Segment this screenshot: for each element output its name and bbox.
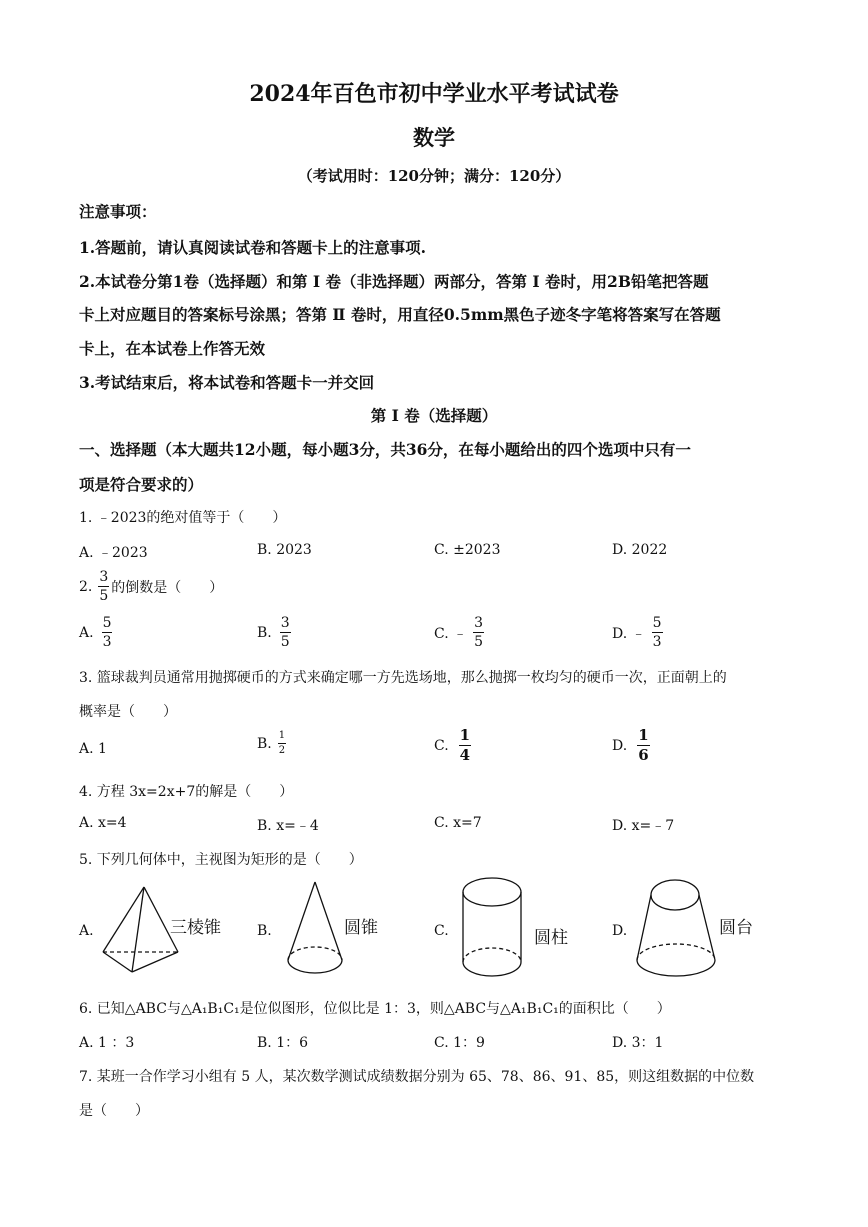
question-3-line-1: 3. 篮球裁判员通常用抛掷硬币的方式来确定哪一方先选场地，那么抛掷一枚均匀的硬币一次，正面朝上的	[79, 670, 727, 686]
question-2-fraction	[98, 570, 109, 603]
option-label: A.	[79, 624, 94, 641]
question-3-option-c	[434, 728, 473, 763]
exam-title: 2024年百色市初中学业水平考试试卷	[249, 81, 619, 107]
question-3-option-d	[612, 728, 652, 763]
question-5-option-c: C.	[434, 923, 449, 939]
notice-item-2-line-2: 卡上对应题目的答案标号涂黑；答第 Ⅱ 卷时，用直径0.5mm黑色子迹冬字笔将答案写在答题	[79, 305, 721, 324]
fraction-numerator: 5	[652, 615, 662, 631]
question-1-option-a: A. ﹣2023	[79, 545, 148, 561]
option-fraction	[473, 616, 484, 649]
fraction-denominator: 6	[638, 746, 649, 764]
option-fraction	[278, 731, 286, 756]
option-label: D.	[612, 737, 628, 754]
fraction-numerator: 3	[280, 615, 290, 631]
question-7-line-2: 是（ ）	[79, 1103, 149, 1119]
section-instruction-line-2: 项是符合要求的）	[79, 475, 204, 494]
fraction-numerator: 3	[474, 615, 484, 631]
question-1-stem: 1. ﹣2023的绝对值等于（ ）	[79, 510, 287, 526]
fraction-denominator: 4	[459, 746, 471, 764]
option-fraction	[637, 728, 649, 763]
frustum-label: 圆台	[719, 918, 753, 938]
question-5-option-a: A.	[79, 923, 94, 939]
fraction-denominator: 5	[474, 634, 484, 650]
cylinder-figure	[462, 876, 532, 986]
question-3-line-2: 概率是（ ）	[79, 704, 177, 720]
option-label: B.	[257, 735, 272, 752]
fraction-denominator: 2	[278, 745, 286, 756]
question-5-stem: 5. 下列几何体中，主视图为矩形的是（ ）	[79, 852, 363, 868]
question-4-option-c: C. x=7	[434, 815, 482, 831]
fraction-denominator: 5	[99, 588, 109, 604]
option-label: B.	[257, 624, 272, 641]
option-fraction	[459, 728, 471, 763]
question-2-number: 2.	[79, 578, 93, 595]
fraction-denominator: 3	[102, 634, 112, 650]
section-instruction-line-1: 一、选择题（本大题共12小题，每小题3分，共36分，在每小题给出的四个选项中只有一	[79, 440, 691, 459]
question-1-option-b: B. 2023	[257, 542, 312, 558]
fraction-numerator: 5	[102, 615, 112, 631]
question-1-option-d: D. 2022	[612, 542, 668, 558]
question-6-option-b: B. 1：6	[257, 1035, 309, 1051]
question-6-option-d: D. 3：1	[612, 1035, 664, 1051]
question-4-stem: 4. 方程 3x=2x+7的解是（ ）	[79, 784, 294, 800]
question-6-stem: 6. 已知△ABC与△A₁B₁C₁是位似图形，位似比是 1：3，则△ABC与△A₁B₁C₁的面积比（ ）	[79, 1001, 671, 1017]
fraction-numerator: 1	[278, 731, 286, 744]
question-2-option-c	[434, 616, 486, 649]
question-4-option-a: A. x=4	[79, 815, 127, 831]
exam-info: （考试用时：120分钟；满分：120分）	[297, 167, 571, 185]
option-fraction	[102, 616, 113, 649]
fraction-numerator: 1	[638, 726, 649, 744]
cylinder-label: 圆柱	[534, 928, 568, 948]
question-2-option-b	[257, 616, 293, 649]
subject-title: 数学	[413, 125, 455, 150]
notice-heading: 注意事项：	[79, 202, 157, 221]
question-3-option-a: A. 1	[79, 741, 107, 757]
fraction-denominator: 5	[280, 634, 290, 650]
frustum-figure	[635, 876, 725, 986]
fraction-denominator: 3	[652, 634, 662, 650]
triangular-pyramid-label: 三棱锥	[170, 918, 221, 938]
question-2-stem-text: 的倒数是（ ）	[111, 579, 224, 596]
question-2-option-a	[79, 616, 114, 649]
question-6-option-a: A. 1 ：3	[79, 1035, 135, 1051]
option-label: C. ﹣	[434, 625, 468, 642]
question-4-option-b: B. x=﹣4	[257, 818, 319, 834]
notice-item-2-line-1: 2.本试卷分第1卷（选择题）和第 I 卷（非选择题）两部分，答第 I 卷时，用2B铅笔把答题	[79, 272, 709, 291]
question-7-line-1: 7. 某班一合作学习小组有 5 人，某次数学测试成绩数据分别为 65、78、86、91、85，则这组数据的中位数	[79, 1069, 755, 1085]
question-6-option-c: C. 1：9	[434, 1035, 485, 1051]
question-3-option-b	[257, 731, 288, 756]
question-1-option-c: C. ±2023	[434, 542, 501, 558]
notice-item-3: 3.考试结束后，将本试卷和答题卡一并交回	[79, 373, 375, 392]
question-2-option-d	[612, 616, 665, 649]
fraction-numerator: 3	[99, 569, 109, 585]
question-2-stem	[79, 570, 223, 603]
option-fraction	[652, 616, 663, 649]
option-label: C.	[434, 737, 449, 754]
question-5-option-b: B.	[257, 923, 272, 939]
question-4-option-d: D. x=﹣7	[612, 818, 675, 834]
notice-item-2-line-3: 卡上，在本试卷上作答无效	[79, 339, 266, 358]
section-title: 第 I 卷（选择题）	[370, 406, 498, 425]
option-label: D. ﹣	[612, 625, 646, 642]
question-5-option-d: D.	[612, 923, 628, 939]
cone-label: 圆锥	[344, 918, 378, 938]
notice-item-1: 1.答题前，请认真阅读试卷和答题卡上的注意事项.	[79, 238, 427, 257]
fraction-numerator: 1	[459, 726, 471, 744]
option-fraction	[280, 616, 291, 649]
